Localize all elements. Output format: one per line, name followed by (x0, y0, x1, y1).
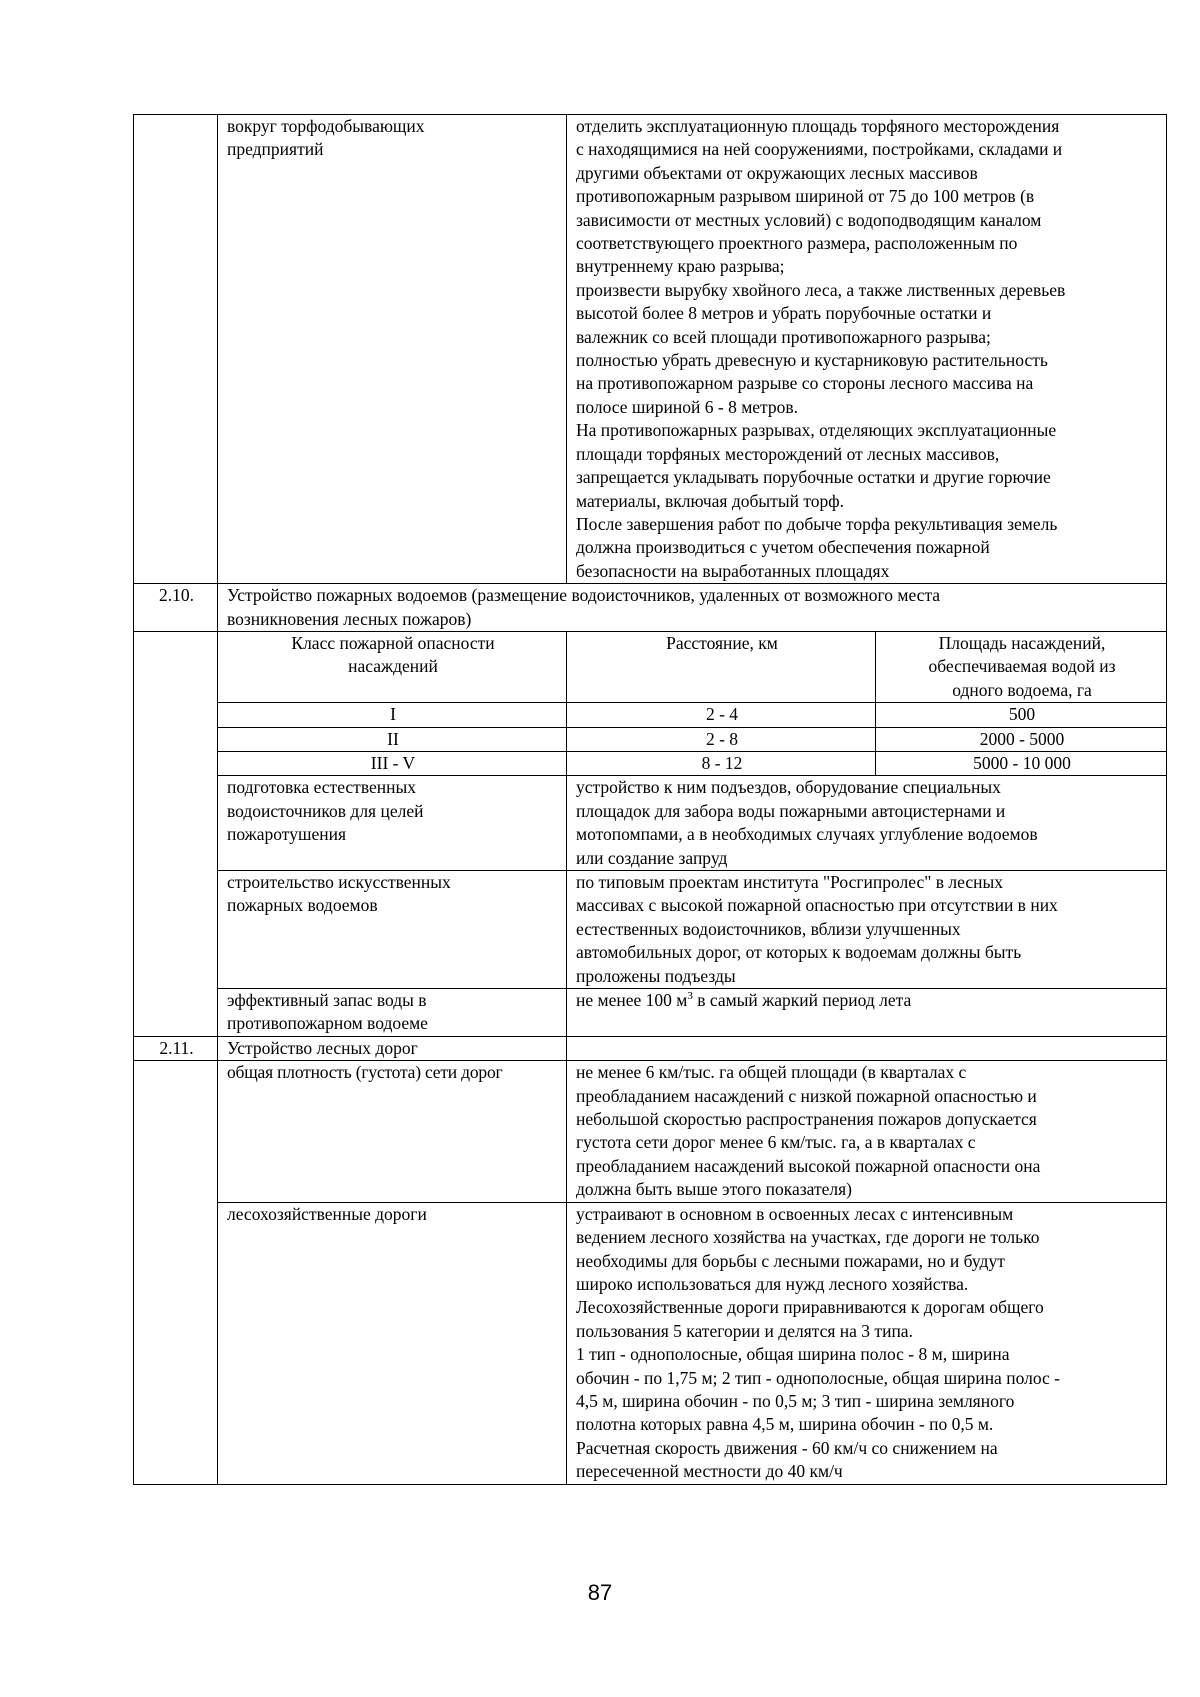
table-row (134, 989, 1167, 1037)
section-number: 2.10. (134, 584, 218, 632)
number-cell (134, 631, 218, 1036)
header-area: Площадь насаждений, обеспечиваемая водой из одного водоема, га (876, 631, 1167, 702)
section-number: 2.11. (134, 1036, 218, 1060)
requirement-text-cell: устройство к ним подъездов, оборудование специальных площадок для забора воды пожарными автоцистернами и мотопомпами, а в необходимых случаях углубление водоемов или создание запруд (567, 776, 1167, 871)
inner-table-header-row (134, 631, 1167, 702)
distance-cell: 8 - 12 (567, 751, 876, 775)
section-title: Устройство пожарных водоемов (размещение водоисточников, удаленных от возможного места возникновения лесных пожаров) (218, 584, 1167, 632)
measure-label-cell: лесохозяйственные дороги (218, 1202, 567, 1484)
table-row (134, 1061, 1167, 1202)
measure-label-cell: строительство искусственных пожарных водоемов (218, 871, 567, 989)
table-row (134, 727, 1167, 751)
table-row (134, 871, 1167, 989)
requirement-text-cell: отделить эксплуатационную площадь торфяного месторождения с находящимися на ней сооружениями, постройками, складами и другими объектами от окружающих лесных массивов противопожарным разрывом шириной от 75 до 100 метров (в зависимости от местных условий) с водоподводящим каналом соответствующего проектного размера, расположенным по внутреннему краю разрыва; произвести вырубку хвойного леса, а также лиственных деревьев высотой более 8 метров и убрать порубочные остатки и валежник со всей площади противопожарного разрыва; полностью убрать древесную и кустарниковую растительность на противопожарном разрыве со стороны лесного массива на полосе шириной 6 - 8 метров. На противопожарных разрывах, отделяющих эксплуатационные площади торфяных месторождений от лесных массивов, запрещается укладывать порубочные остатки и другие горючие материалы, включая добытый торф. После завершения работ по добыче торфа рекультивация земель должна производиться с учетом обеспечения пожарной безопасности на выработанных площадях (567, 115, 1167, 584)
header-distance: Расстояние, км (567, 631, 876, 702)
fire-class-cell: II (218, 727, 567, 751)
area-cell: 5000 - 10 000 (876, 751, 1167, 775)
empty-cell (567, 1036, 1167, 1060)
page-number: 87 (587, 1580, 613, 1605)
measure-label-cell: общая плотность (густота) сети дорог (218, 1061, 567, 1202)
table-row (134, 751, 1167, 775)
section-title: Устройство лесных дорог (218, 1036, 567, 1060)
requirement-text-cell: устраивают в основном в освоенных лесах с интенсивным ведением лесного хозяйства на участках, где дороги не только необходимы для борьбы с лесными пожарами, но и будут широко использоваться для нужд лесного хозяйства. Лесохозяйственные дороги приравниваются к дорогам общего пользования 5 категории и делятся на 3 типа. 1 тип - однополосные, общая ширина полос - 8 м, ширина обочин - по 1,75 м; 2 тип - однополосные, общая ширина полос - 4,5 м, ширина обочин - по 0,5 м; 3 тип - ширина земляного полотна которых равна 4,5 м, ширина обочин - по 0,5 м. Расчетная скорость движения - 60 км/ч со снижением на пересеченной местности до 40 км/ч (567, 1202, 1167, 1484)
fire-safety-table (133, 114, 1167, 1485)
fire-class-cell: III - V (218, 751, 567, 775)
requirement-text-cell: по типовым проектам института "Росгипролес" в лесных массивах с высокой пожарной опасностью при отсутствии в них естественных водоисточников, вблизи улучшенных автомобильных дорог, от которых к водоемам должны быть проложены подъезды (567, 871, 1167, 989)
area-cell: 500 (876, 703, 1167, 727)
table-row (134, 776, 1167, 871)
table-row (134, 115, 1167, 584)
measure-label-cell: вокруг торфодобывающих предприятий (218, 115, 567, 584)
table-row (134, 703, 1167, 727)
distance-cell: 2 - 4 (567, 703, 876, 727)
section-title-row (134, 1036, 1167, 1060)
measure-label-cell: эффективный запас воды в противопожарном водоеме (218, 989, 567, 1037)
fire-class-cell: I (218, 703, 567, 727)
requirement-text-cell: не менее 6 км/тыс. га общей площади (в кварталах с преобладанием насаждений с низкой пожарной опасностью и небольшой скоростью распространения пожаров допускается густота сети дорог менее 6 км/тыс. га, а в кварталах с преобладанием насаждений высокой пожарной опасности она должна быть выше этого показателя) (567, 1061, 1167, 1202)
number-cell (134, 1061, 218, 1484)
section-title-row (134, 584, 1167, 632)
area-cell: 2000 - 5000 (876, 727, 1167, 751)
header-fire-class: Класс пожарной опасности насаждений (218, 631, 567, 702)
requirement-text-cell: не менее 100 $м^3$ в самый жаркий период лета (567, 989, 1167, 1037)
distance-cell: 2 - 8 (567, 727, 876, 751)
number-cell (134, 115, 218, 584)
table-row (134, 1202, 1167, 1484)
measure-label-cell: подготовка естественных водоисточников для целей пожаротушения (218, 776, 567, 871)
